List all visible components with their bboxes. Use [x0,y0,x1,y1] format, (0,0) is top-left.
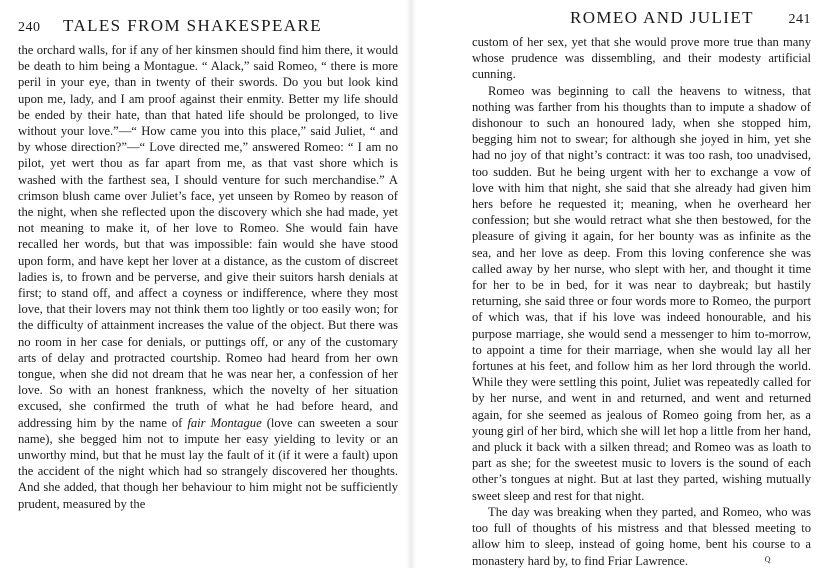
right-page-header [490,8,811,28]
signature-mark: Q [764,555,771,564]
left-page [0,0,410,568]
left-italic-phrase: fair Montague [187,415,262,430]
right-paragraph-1: custom of her sex, yet that she would prove more true than many whose prudence was dissembling, and their modesty artificial cunning. [472,35,811,82]
left-running-head: TALES FROM SHAKESPEARE [63,16,322,35]
left-page-number: 240 [18,20,41,35]
right-running-head: ROMEO AND JULIET [570,8,754,27]
left-text-part-2: (love can sweeten a sour name), she begged him not to impute her easy yielding to levity or an unworthy mind, but that he must lay the fault of it (if it were a fault) upon the accident of the night which had so strangely discovered her thoughts. And she added, that though her behaviour to him might not be sufficiently prudent, measured by the [18,415,399,511]
right-page-body [472,34,811,569]
right-paragraph-3: The day was breaking when they parted, and Romeo, who was too full of thoughts of his mistress and that blessed meeting to allow him to sleep, instead of going home, bent his course to a monastery hard by, to find Friar Lawrence. [472,504,811,568]
left-page-header [18,16,398,36]
right-paragraph-2: Romeo was beginning to call the heavens to witness, that nothing was farther from his thoughts than to impute a shadow of dishonour to such an honoured lady, when she stopped him, begging him not to swear; for although she joyed in him, yet she had no joy of that night’s contract: it was too rash, too unadvised, too sudden. But he being urgent with her to exchange a vow of love with him that night, she said that she already had given him hers before he requested it; meaning, when he overheard her confession; but she would retract what she then bestowed, for the pleasure of giving it again, for her bounty was as infinite as the sea, and her love as deep. From this loving conference she was called away by her nurse, who slept with her, and thought it time for her to be in bed, for it was near to daybreak; but hastily returning, she said three or four words more to Romeo, the purport of which was, that if his love was indeed honourable, and his purpose marriage, she would send a messenger to him to-morrow, to appoint a time for their marriage, when she would lay all her fortunes at his feet, and follow him as her lord through the world. While they were settling this point, Juliet was repeatedly called for by her nurse, and went in and returned, and went and returned again, for she seemed as jealous of Romeo going from her, as a young girl of her bird, which she will let hop a little from her hand, and pluck it back with a silken thread; and Romeo was as loath to part as she; for the sweetest music to lovers is the sound of each other’s tongues at night. But at last they parted, wishing mutually sweet sleep and rest for that night. [472,83,811,503]
right-page [412,0,825,568]
left-text-part-1: the orchard walls, for if any of her kinsmen should find him there, it would be death to him being a Montague. “ Alack,” said Romeo, “ there is more peril in your eye, than in twenty of their swords. Do you but look kind upon me, lady, and I am proof against their enmity. Better my life should be ended by their hate, than that hated life should be prolonged, to live without your love.”—“ How came you into this place,” said Juliet, “ and by whose direction?”—“ Love directed me,” answered Romeo: “ I am no pilot, yet wert thou as far apart from me, as that vast shore which is washed with the farthest sea, I should venture for such merchandise.” A crimson blush came over Juliet’s face, yet unseen by Romeo by reason of the night, when she reflected upon the discovery which she had made, yet not meaning to make it, of her love to Romeo. She would fain have recalled her words, but that was impossible: fain would she have stood upon form, and have kept her lover at a distance, as the custom of discreet ladies is, to frown and be perverse, and give their suitors harsh denials at first; to stand off, and affect a coyness or indifference, where they most love, that their lovers may not think them too lightly or too easily won; for the difficulty of attainment increases the value of the object. But there was no room in her case for denials, or puttings off, or any of the customary arts of delay and protracted courtship. Romeo had heard from her own tongue, when she did not dream that he was near her, a confession of her love. So with an honest frankness, which the novelty of her situation excused, she confirmed the truth of what he had before heard, and addressing him by the name of [18,43,398,430]
right-page-number: 241 [788,12,811,27]
left-page-body [18,42,398,512]
